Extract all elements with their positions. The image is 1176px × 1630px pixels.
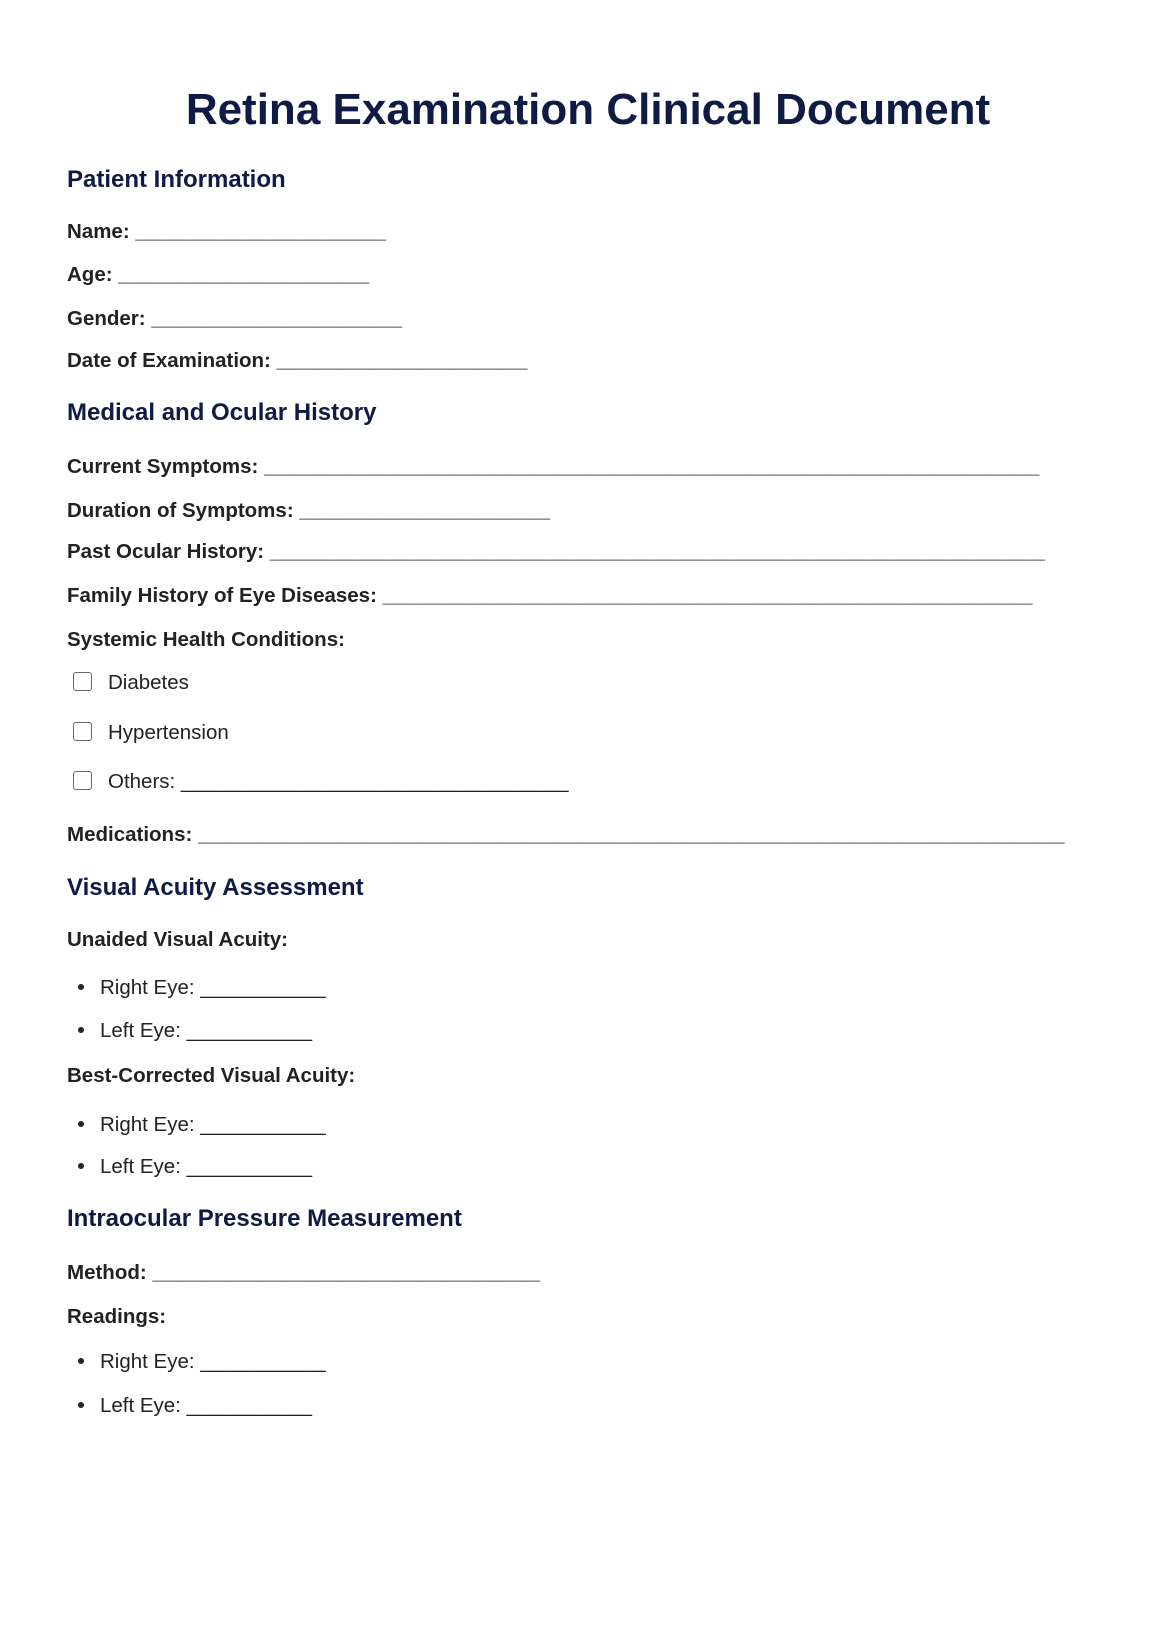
list-item-corrected-right-eye[interactable] [78, 1109, 326, 1141]
best-corrected-visual-acuity-label: Best-Corrected Visual Acuity: [67, 1064, 356, 1087]
item-label: Left Eye: [100, 1155, 181, 1178]
gender-field[interactable] [67, 303, 402, 335]
bullet-icon [78, 1358, 84, 1364]
section-heading-intraocular-pressure: Intraocular Pressure Measurement [67, 1205, 462, 1232]
checkbox-others[interactable] [73, 766, 569, 798]
checkbox-icon[interactable] [73, 722, 92, 741]
field-label: Date of Examination: [67, 349, 271, 372]
list-item-reading-right-eye[interactable] [78, 1346, 326, 1378]
field-label: Family History of Eye Diseases: [67, 584, 377, 607]
bullet-icon [78, 1402, 84, 1408]
method-field[interactable] [67, 1257, 540, 1289]
field-label: Age: [67, 263, 113, 286]
duration-blank[interactable]: ______________________ [299, 499, 551, 522]
field-label: Name: [67, 220, 130, 243]
date-of-examination-field[interactable] [67, 345, 527, 377]
checkbox-label: Diabetes [108, 671, 189, 694]
checkbox-icon[interactable] [73, 771, 92, 790]
right-eye-blank[interactable]: ___________ [200, 1113, 326, 1136]
medications-blank[interactable]: ____________________________________________________________________________ [198, 823, 1065, 846]
list-item-corrected-left-eye[interactable] [78, 1151, 312, 1183]
document-title: Retina Examination Clinical Document [185, 85, 991, 134]
age-field[interactable] [67, 259, 369, 291]
bullet-icon [78, 1027, 84, 1033]
name-blank[interactable]: ______________________ [135, 220, 387, 243]
right-eye-blank[interactable]: ___________ [200, 976, 326, 999]
field-label: Duration of Symptoms: [67, 499, 294, 522]
family-history-blank[interactable]: _________________________________________________________ [382, 584, 1033, 607]
systemic-health-label: Systemic Health Conditions: [67, 628, 345, 651]
gender-blank[interactable]: ______________________ [151, 307, 403, 330]
left-eye-blank[interactable]: ___________ [186, 1155, 313, 1178]
method-blank[interactable]: __________________________________ [152, 1261, 541, 1284]
field-label: Medications: [67, 823, 193, 846]
item-label: Right Eye: [100, 976, 195, 999]
field-label: Gender: [67, 307, 146, 330]
item-label: Left Eye: [100, 1019, 181, 1042]
left-eye-blank[interactable]: ___________ [186, 1394, 313, 1417]
bullet-icon [78, 984, 84, 990]
others-blank[interactable]: __________________________________ [180, 770, 569, 793]
past-ocular-history-field[interactable] [67, 536, 1045, 568]
checkbox-diabetes[interactable] [73, 667, 189, 699]
readings-label: Readings: [67, 1305, 167, 1328]
list-item-unaided-right-eye[interactable] [78, 972, 326, 1004]
field-label: Current Symptoms: [67, 455, 259, 478]
list-item-unaided-left-eye[interactable] [78, 1015, 312, 1047]
current-symptoms-field[interactable] [67, 451, 1039, 483]
field-label: Past Ocular History: [67, 540, 265, 563]
current-symptoms-blank[interactable]: ____________________________________________________________________ [264, 455, 1040, 478]
section-heading-medical-history: Medical and Ocular History [67, 399, 377, 426]
checkbox-label: Others: [108, 770, 176, 793]
past-ocular-history-blank[interactable]: ____________________________________________________________________ [269, 540, 1046, 563]
unaided-visual-acuity-label: Unaided Visual Acuity: [67, 928, 288, 951]
left-eye-blank[interactable]: ___________ [186, 1019, 313, 1042]
bullet-icon [78, 1121, 84, 1127]
section-heading-patient-information: Patient Information [67, 166, 286, 193]
item-label: Right Eye: [100, 1113, 195, 1136]
date-blank[interactable]: ______________________ [276, 349, 528, 372]
age-blank[interactable]: ______________________ [118, 263, 370, 286]
item-label: Right Eye: [100, 1350, 195, 1373]
right-eye-blank[interactable]: ___________ [200, 1350, 326, 1373]
checkbox-label: Hypertension [108, 721, 229, 744]
checkbox-icon[interactable] [73, 672, 92, 691]
checkbox-hypertension[interactable] [73, 717, 229, 749]
duration-of-symptoms-field[interactable] [67, 495, 550, 527]
medications-field[interactable] [67, 819, 1065, 851]
section-heading-visual-acuity: Visual Acuity Assessment [67, 874, 364, 901]
item-label: Left Eye: [100, 1394, 181, 1417]
family-history-field[interactable] [67, 580, 1033, 612]
list-item-reading-left-eye[interactable] [78, 1390, 312, 1422]
name-field[interactable] [67, 216, 386, 248]
bullet-icon [78, 1163, 84, 1169]
field-label: Method: [67, 1261, 147, 1284]
